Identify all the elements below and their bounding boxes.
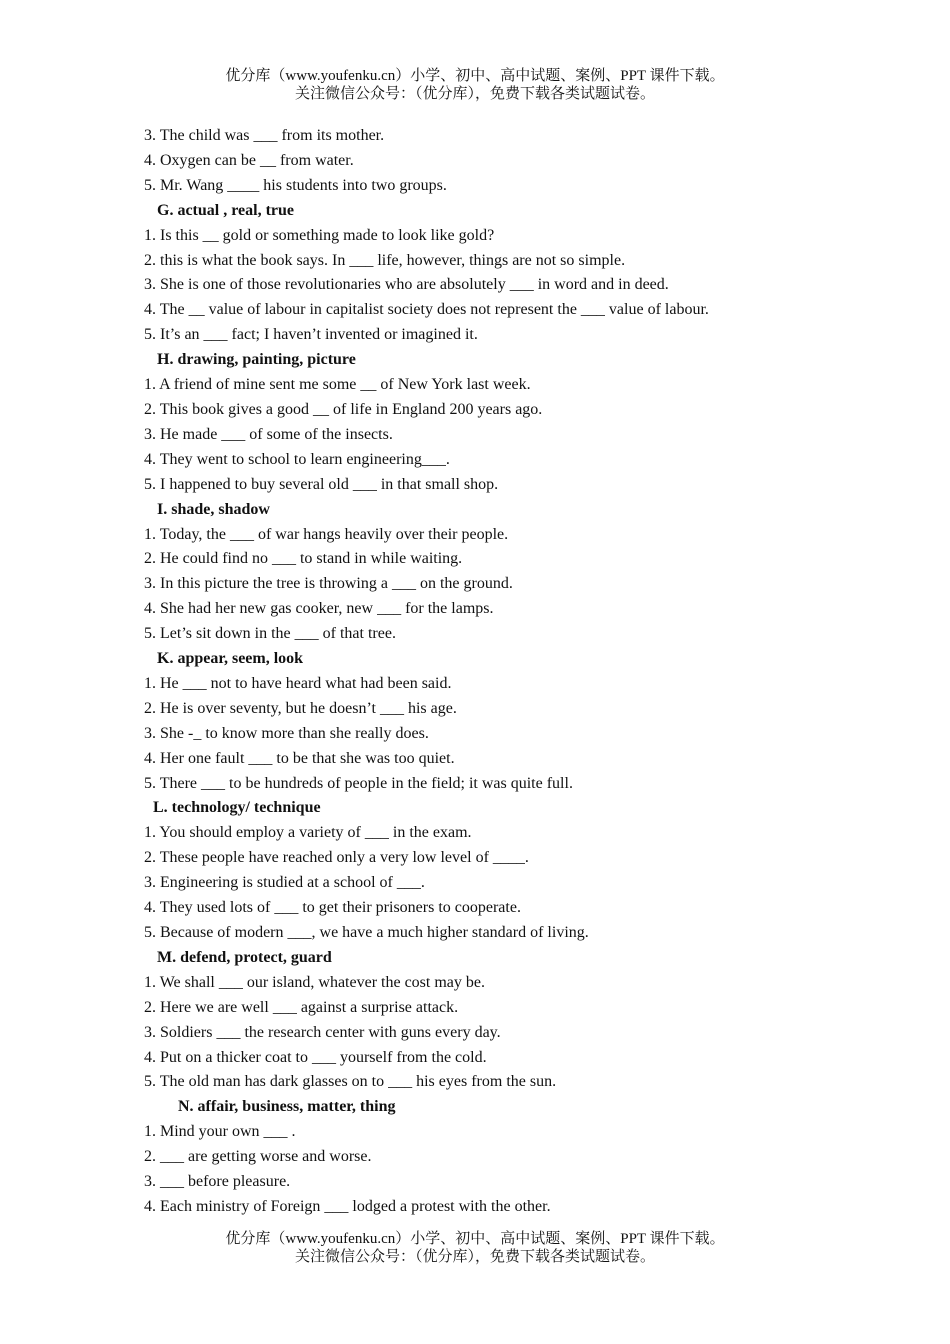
footer-line-2: 关注微信公众号：（优分库），免费下载各类试题试卷。 bbox=[294, 1249, 655, 1265]
exercise-line: 1. You should employ a variety of ___ in the exam. bbox=[144, 824, 472, 842]
exercise-line: 3. ___ before pleasure. bbox=[144, 1173, 291, 1191]
exercise-line: 4. They used lots of ___ to get their prisoners to cooperate. bbox=[144, 899, 521, 917]
exercise-line: 3. In this picture the tree is throwing a ___ on the ground. bbox=[144, 575, 513, 593]
exercise-line: 2. These people have reached only a very low level of ____. bbox=[144, 849, 529, 867]
exercise-line: 5. Because of modern ___, we have a much higher standard of living. bbox=[144, 924, 589, 941]
exercise-line: 3. She is one of those revolutionaries who are absolutely ___ in word and in deed. bbox=[144, 276, 669, 294]
exercise-line: 2. ___ are getting worse and worse. bbox=[144, 1148, 372, 1166]
exercise-line: 3. She -_ to know more than she really does. bbox=[144, 724, 429, 742]
exercise-line: 4. Her one fault ___ to be that she was too quiet. bbox=[144, 749, 455, 767]
section-heading: I. shade, shadow bbox=[157, 500, 270, 518]
exercise-line: 4. The __ value of labour in capitalist society does not represent the ___ value of labour. bbox=[144, 301, 709, 319]
section-heading: M. defend, protect, guard bbox=[157, 948, 332, 966]
page-footer bbox=[0, 1230, 950, 1266]
exercise-line: 1. Is this __ gold or something made to look like gold? bbox=[144, 226, 495, 244]
exercise-line: 1. Today, the ___ of war hangs heavily over their people. bbox=[144, 525, 509, 543]
exercise-line: 4. Oxygen can be __ from water. bbox=[144, 151, 354, 169]
exercise-line: 1. Mind your own ___ . bbox=[144, 1123, 296, 1141]
exercise-line: 3. Engineering is studied at a school of ___. bbox=[144, 874, 425, 892]
exercise-line: 5. Let’s sit down in the ___ of that tree. bbox=[144, 625, 396, 643]
header-line-1: 优分库（www.youfenku.cn）小学、初中、高中试题、案例、PPT 课件下载。 bbox=[225, 68, 725, 84]
exercise-line: 4. She had her new gas cooker, new ___ for the lamps. bbox=[144, 600, 494, 618]
exercise-line: 4. Put on a thicker coat to ___ yourself from the cold. bbox=[144, 1048, 487, 1066]
section-heading: G. actual , real, true bbox=[157, 201, 295, 219]
section-heading: K. appear, seem, look bbox=[157, 650, 304, 668]
exercise-line: 3. The child was ___ from its mother. bbox=[144, 127, 385, 144]
exercise-line: 1. He ___ not to have heard what had been said. bbox=[144, 674, 452, 692]
header-line-2: 关注微信公众号：（优分库），免费下载各类试题试卷。 bbox=[294, 86, 655, 102]
exercise-line: 1. A friend of mine sent me some __ of New York last week. bbox=[144, 376, 531, 394]
exercise-line: 4. Each ministry of Foreign ___ lodged a protest with the other. bbox=[144, 1197, 551, 1215]
exercise-line: 3. Soldiers ___ the research center with guns every day. bbox=[144, 1023, 501, 1041]
exercise-line: 5. The old man has dark glasses on to ___ his eyes from the sun. bbox=[144, 1073, 557, 1091]
exercise-line: 2. Here we are well ___ against a surprise attack. bbox=[144, 998, 459, 1016]
exercise-line: 5. There ___ to be hundreds of people in the field; it was quite full. bbox=[144, 774, 573, 792]
exercise-line: 5. It’s an ___ fact; I haven’t invented or imagined it. bbox=[144, 326, 478, 344]
exercise-content bbox=[144, 124, 864, 1220]
exercise-line: 3. He made ___ of some of the insects. bbox=[144, 425, 393, 443]
section-heading: N. affair, business, matter, thing bbox=[178, 1098, 396, 1116]
exercise-line: 2. He could find no ___ to stand in while waiting. bbox=[144, 550, 463, 568]
footer-line-1: 优分库（www.youfenku.cn）小学、初中、高中试题、案例、PPT 课件下载。 bbox=[225, 1231, 725, 1247]
exercise-line: 5. Mr. Wang ____ his students into two groups. bbox=[144, 176, 447, 194]
exercise-line: 4. They went to school to learn engineering___. bbox=[144, 450, 450, 468]
section-heading: H. drawing, painting, picture bbox=[157, 351, 356, 369]
section-heading: L. technology/ technique bbox=[153, 799, 321, 817]
exercise-line: 2. This book gives a good __ of life in England 200 years ago. bbox=[144, 400, 543, 418]
exercise-line: 2. He is over seventy, but he doesn’t ___ his age. bbox=[144, 699, 457, 717]
exercise-line: 2. this is what the book says. In ___ life, however, things are not so simple. bbox=[144, 251, 626, 269]
page-header bbox=[0, 67, 950, 103]
exercise-line: 1. We shall ___ our island, whatever the cost may be. bbox=[144, 973, 485, 991]
exercise-line: 5. I happened to buy several old ___ in that small shop. bbox=[144, 475, 499, 493]
